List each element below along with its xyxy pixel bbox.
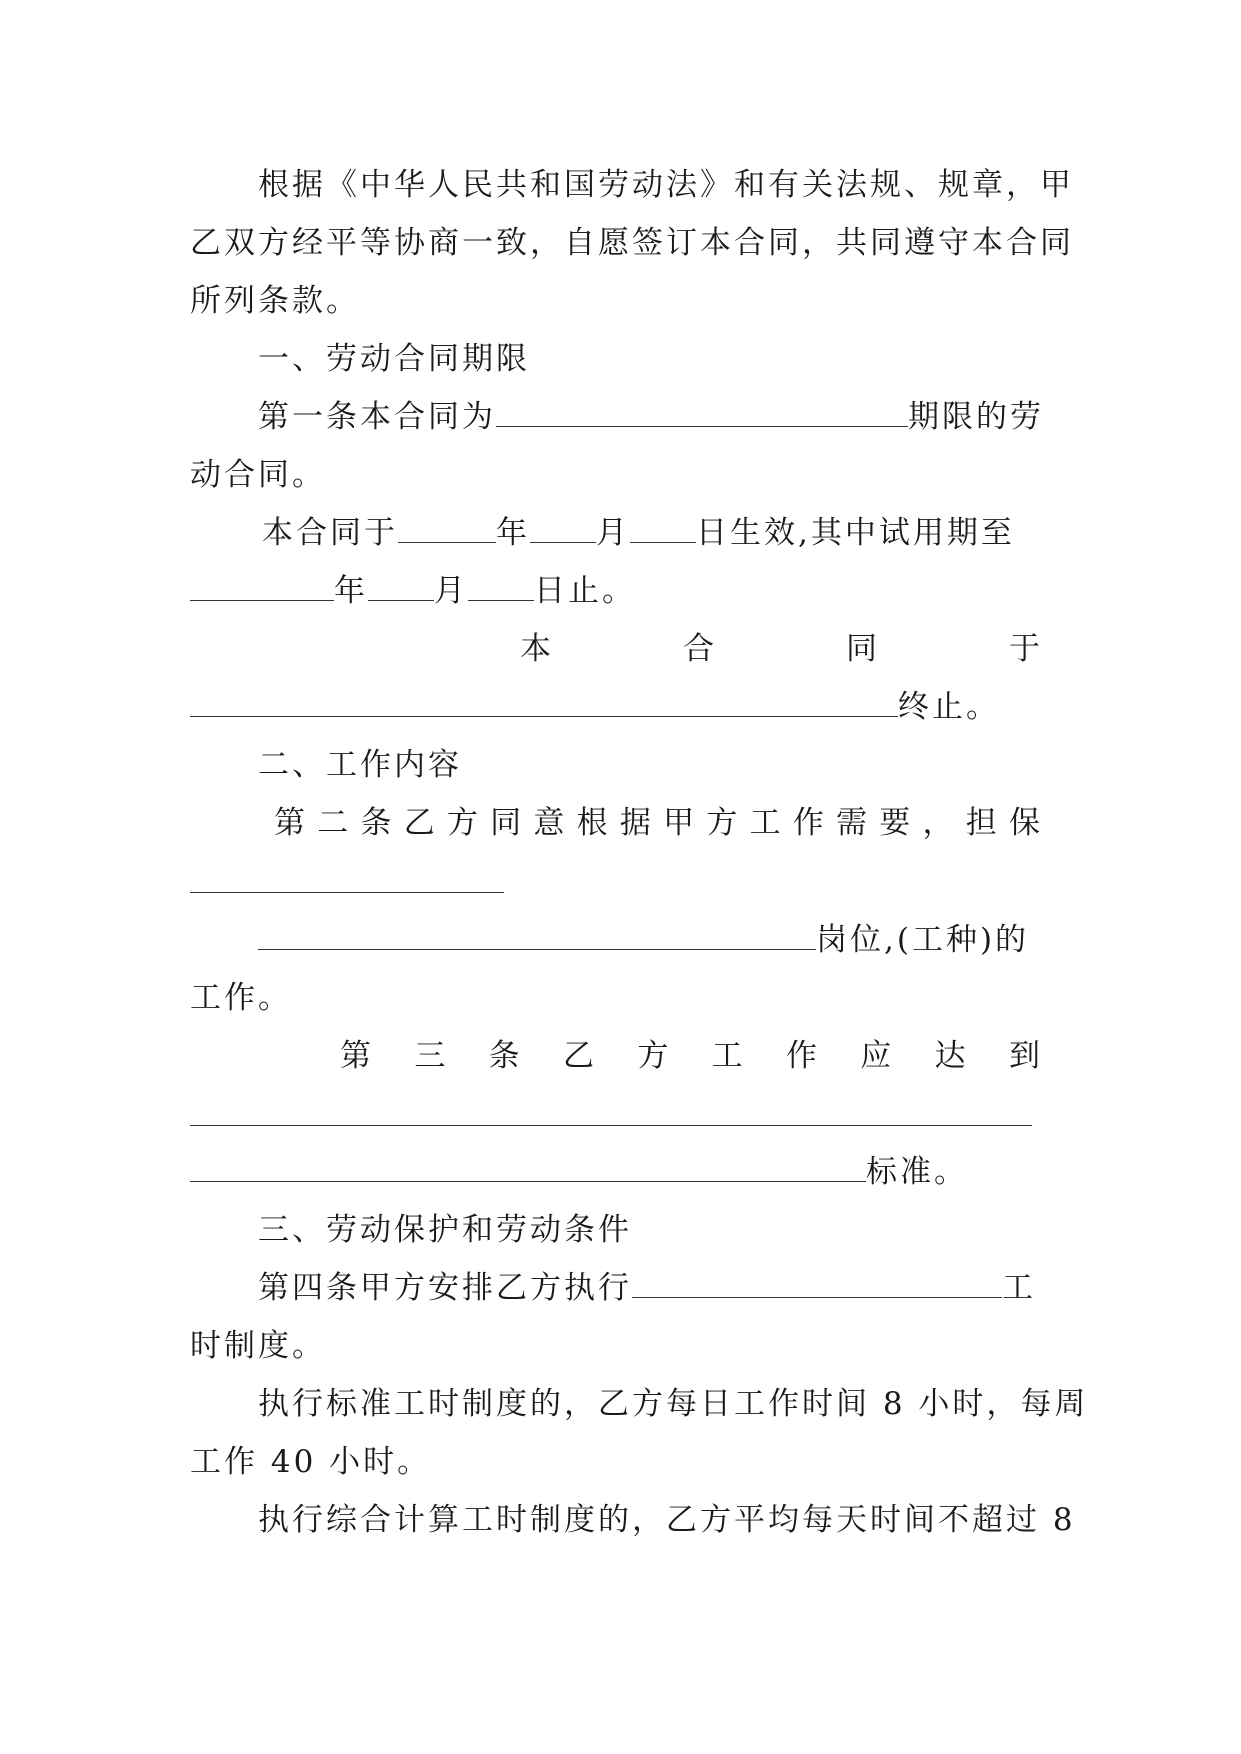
article-3-char: 作	[785, 1038, 817, 1074]
termination-char: 合	[683, 631, 714, 667]
effective-year-blank[interactable]	[398, 512, 496, 543]
article-3-char: 第	[340, 1038, 371, 1074]
article-2-char: 根	[576, 805, 608, 841]
article-3-char: 方	[637, 1038, 669, 1074]
article-2-char: 据	[619, 805, 651, 841]
standard-line	[190, 1147, 1052, 1197]
termination-suffix: 终止。	[898, 689, 1000, 725]
article-2-char: 二	[317, 805, 349, 841]
article-3-char: 三	[414, 1038, 446, 1074]
effective-date-line	[262, 508, 1056, 558]
article-2-char: 甲	[663, 805, 695, 841]
article-1-prefix: 第一条本合同为	[258, 399, 496, 435]
article-3-char: 应	[860, 1038, 892, 1074]
post-blank-line-1[interactable]	[190, 892, 504, 893]
article-2-char: 工	[749, 805, 781, 841]
article-2-char: 担	[965, 805, 997, 841]
probation-month-blank[interactable]	[368, 570, 434, 601]
article-4-continuation: 时制度。	[190, 1328, 326, 1364]
termination-char: 于	[1009, 631, 1040, 667]
article-1-suffix: 期限的劳	[908, 399, 1044, 435]
article-2-char: 乙	[403, 805, 435, 841]
article-2-char: ，	[922, 805, 954, 841]
section-heading-protection: 三、劳动保护和劳动条件	[258, 1212, 632, 1248]
effective-suffix: 日生效,其中试用期至	[696, 515, 1015, 551]
article-2-char: 要	[879, 805, 911, 841]
article-2-line	[274, 798, 1040, 848]
termination-date-blank[interactable]	[190, 686, 898, 717]
article-3-line	[340, 1031, 1040, 1081]
article-2-char: 意	[533, 805, 565, 841]
article-2-char: 条	[360, 805, 392, 841]
article-3-char: 到	[1008, 1038, 1040, 1074]
article-3-char: 条	[488, 1038, 520, 1074]
article-2-char: 同	[490, 805, 522, 841]
article-3-char: 达	[934, 1038, 966, 1074]
probation-day-blank[interactable]	[468, 570, 534, 601]
intro-line-1: 根据《中华人民共和国劳动法》和有关法规、规章，甲	[258, 167, 1074, 203]
month-label: 月	[596, 515, 630, 551]
article-3-char: 乙	[562, 1038, 594, 1074]
month-label: 月	[434, 573, 468, 609]
article-4-prefix: 第四条甲方安排乙方执行	[258, 1270, 632, 1306]
effective-month-blank[interactable]	[530, 512, 596, 543]
termination-char: 同	[846, 631, 877, 667]
article-2-char: 方	[706, 805, 738, 841]
article-4-line	[258, 1263, 1052, 1313]
article-1-line	[258, 392, 1052, 442]
article-2-char: 作	[792, 805, 824, 841]
standard-hours-line-1: 执行标准工时制度的，乙方每日工作时间 8 小时，每周	[258, 1386, 1089, 1422]
section-heading-work: 二、工作内容	[258, 747, 462, 783]
probation-day-end: 日止。	[534, 573, 636, 609]
article-4-suffix: 工	[1002, 1270, 1036, 1306]
article-3-char: 工	[711, 1038, 743, 1074]
article-2-char: 需	[836, 805, 868, 841]
post-suffix: 岗位,(工种)的	[816, 922, 1030, 958]
termination-heading-line	[520, 624, 1040, 674]
contract-term-blank[interactable]	[496, 396, 908, 427]
working-hours-blank[interactable]	[632, 1267, 1002, 1298]
effective-prefix: 本合同于	[262, 515, 398, 551]
post-continuation: 工作。	[190, 980, 292, 1016]
termination-line	[190, 682, 1052, 732]
post-line	[258, 915, 1052, 965]
standard-suffix: 标准。	[866, 1154, 968, 1190]
post-blank-line-2[interactable]	[258, 919, 816, 950]
article-2-char: 方	[446, 805, 478, 841]
probation-end-line	[190, 566, 1052, 616]
article-1-continuation: 动合同。	[190, 457, 326, 493]
article-2-char: 保	[1008, 805, 1040, 841]
article-2-char: 第	[274, 805, 305, 841]
probation-year-blank[interactable]	[190, 570, 334, 601]
year-label: 年	[334, 573, 368, 609]
effective-day-blank[interactable]	[630, 512, 696, 543]
section-heading-term: 一、劳动合同期限	[258, 341, 530, 377]
intro-line-3: 所列条款。	[190, 283, 360, 319]
termination-char: 本	[520, 631, 551, 667]
year-label: 年	[496, 515, 530, 551]
standard-hours-line-2: 工作 40 小时。	[190, 1444, 432, 1480]
standard-blank-line-1[interactable]	[190, 1125, 1032, 1126]
composite-hours-line-1: 执行综合计算工时制度的，乙方平均每天时间不超过 8	[258, 1502, 1076, 1538]
intro-line-2: 乙双方经平等协商一致，自愿签订本合同，共同遵守本合同	[190, 225, 1074, 261]
standard-blank-line-2[interactable]	[190, 1151, 866, 1182]
